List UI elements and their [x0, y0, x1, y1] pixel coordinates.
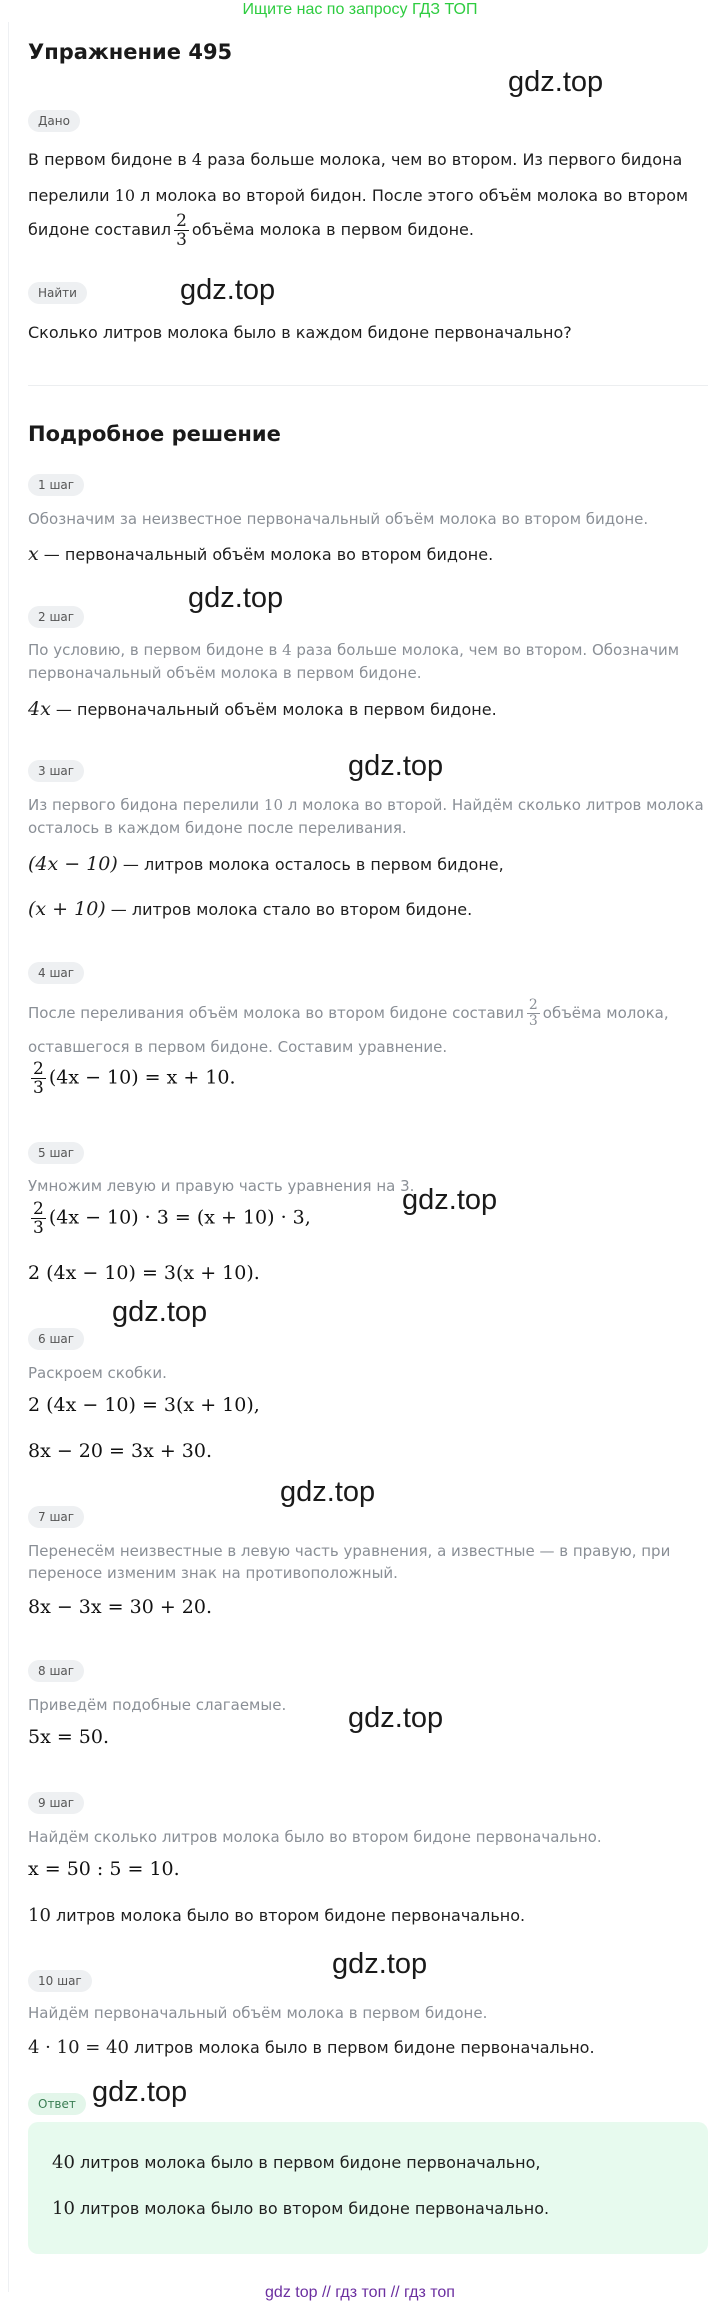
step-6-equation-1: 2 (4x − 10) = 3(x + 10),: [28, 1394, 260, 1416]
step-9-badge: 9 шаг: [28, 1792, 84, 1814]
step-6-equation-2: 8x − 20 = 3x + 30.: [28, 1440, 212, 1462]
given-line-2: перелили 10 л молока во второй бидон. После этого объём молока во втором: [28, 186, 689, 205]
step-5-desc: Умножим левую и правую часть уравнения на 3.: [28, 1177, 415, 1195]
watermark: gdz.top: [508, 66, 604, 98]
step-6-desc: Раскроем скобки.: [28, 1364, 167, 1382]
step-10-result: 4 · 10 = 40 литров молока было в первом бидоне первоначально.: [28, 2037, 595, 2058]
step-8-badge: 8 шаг: [28, 1660, 84, 1682]
step-3-result-2: (x + 10) — литров молока стало во втором бидоне.: [28, 898, 473, 920]
find-badge: Найти: [28, 282, 87, 304]
answer-line-2: 10 литров молока было во втором бидоне первоначально.: [52, 2198, 550, 2219]
solution-title: Подробное решение: [28, 422, 281, 446]
given-badge: Дано: [28, 110, 80, 132]
step-2-badge: 2 шаг: [28, 606, 84, 628]
step-3-desc-2: осталось в каждом бидоне после переливания.: [28, 819, 407, 837]
watermark: gdz.top: [402, 1184, 498, 1216]
watermark: gdz.top: [280, 1476, 376, 1508]
exercise-title: Упражнение 495: [28, 40, 233, 64]
step-5-equation-2: 2 (4x − 10) = 3(x + 10).: [28, 1262, 260, 1284]
footer-links[interactable]: gdz top // гдз топ // гдз топ: [265, 2284, 455, 2301]
find-question: Сколько литров молока было в каждом бидоне первоначально?: [28, 323, 572, 342]
step-3-desc-1: Из первого бидона перелили 10 л молока во второй. Найдём сколько литров молока: [28, 796, 704, 814]
step-1-badge: 1 шаг: [28, 474, 84, 496]
step-10-badge: 10 шаг: [28, 1970, 92, 1992]
fraction-two-thirds: $\frac{2}{3}$: [33, 1059, 44, 1098]
watermark: gdz.top: [92, 2076, 188, 2108]
watermark: gdz.top: [188, 582, 284, 614]
step-9-equation: x = 50 : 5 = 10.: [28, 1858, 180, 1880]
watermark: gdz.top: [348, 750, 444, 782]
step-6-badge: 6 шаг: [28, 1328, 84, 1350]
step-8-desc: Приведём подобные слагаемые.: [28, 1696, 287, 1714]
step-4-desc-1: После переливания объём молока во втором бидоне составил $\frac{2}{3}$ объёма молока,: [28, 997, 669, 1029]
step-7-desc-1: Перенесём неизвестные в левую часть уравнения, а известные — в правую, при: [28, 1542, 671, 1560]
fraction-two-thirds: $\frac{2}{3}$: [33, 1199, 44, 1238]
step-9-desc: Найдём сколько литров молока было во втором бидоне первоначально.: [28, 1828, 602, 1846]
step-8-equation: 5x = 50.: [28, 1726, 110, 1748]
step-4-desc-2: оставшегося в первом бидоне. Составим уравнение.: [28, 1038, 448, 1056]
step-5-equation-1: $\frac{2}{3}$ (4x − 10) · 3 = (x + 10) · 3,: [33, 1199, 311, 1238]
step-4-badge: 4 шаг: [28, 962, 84, 984]
step-3-result-1: (4x − 10) — литров молока осталось в первом бидоне,: [28, 853, 504, 875]
step-7-desc-2: переносе изменим знак на противоположный.: [28, 1564, 398, 1582]
section-divider: [28, 385, 708, 386]
step-2-desc-2: первоначальный объём молока в первом бидоне.: [28, 664, 422, 682]
step-2-result: 4x — первоначальный объём молока в первом бидоне.: [28, 698, 497, 720]
step-1-result: x — первоначальный объём молока во втором бидоне.: [28, 543, 494, 565]
given-line-3: бидоне составил $\frac{2}{3}$ объёма молока в первом бидоне.: [28, 211, 474, 250]
step-7-equation: 8x − 3x = 30 + 20.: [28, 1596, 212, 1618]
given-line-1: В первом бидоне в 4 раза больше молока, чем во втором. Из первого бидона: [28, 150, 683, 169]
step-3-badge: 3 шаг: [28, 760, 84, 782]
answer-box: [28, 2122, 708, 2254]
step-1-desc: Обозначим за неизвестное первоначальный объём молока во втором бидоне.: [28, 510, 649, 528]
fraction-two-thirds: $\frac{2}{3}$: [176, 211, 187, 250]
watermark: gdz.top: [112, 1296, 208, 1328]
watermark: gdz.top: [180, 274, 276, 306]
step-7-badge: 7 шаг: [28, 1506, 84, 1528]
answer-line-1: 40 литров молока было в первом бидоне первоначально,: [52, 2152, 541, 2173]
answer-badge: Ответ: [28, 2093, 86, 2115]
watermark: gdz.top: [348, 1702, 444, 1734]
step-2-desc-1: По условию, в первом бидоне в 4 раза больше молока, чем во втором. Обозначим: [28, 641, 680, 659]
fraction-two-thirds: $\frac{2}{3}$: [528, 997, 538, 1029]
watermark: gdz.top: [332, 1948, 428, 1980]
step-9-result: 10 литров молока было во втором бидоне первоначально.: [28, 1905, 526, 1926]
step-4-equation: $\frac{2}{3}$ (4x − 10) = x + 10.: [33, 1059, 236, 1098]
step-5-badge: 5 шаг: [28, 1142, 84, 1164]
search-banner[interactable]: Ищите нас по запросу ГДЗ ТОП: [242, 1, 478, 18]
step-10-desc: Найдём первоначальный объём молока в первом бидоне.: [28, 2004, 488, 2022]
